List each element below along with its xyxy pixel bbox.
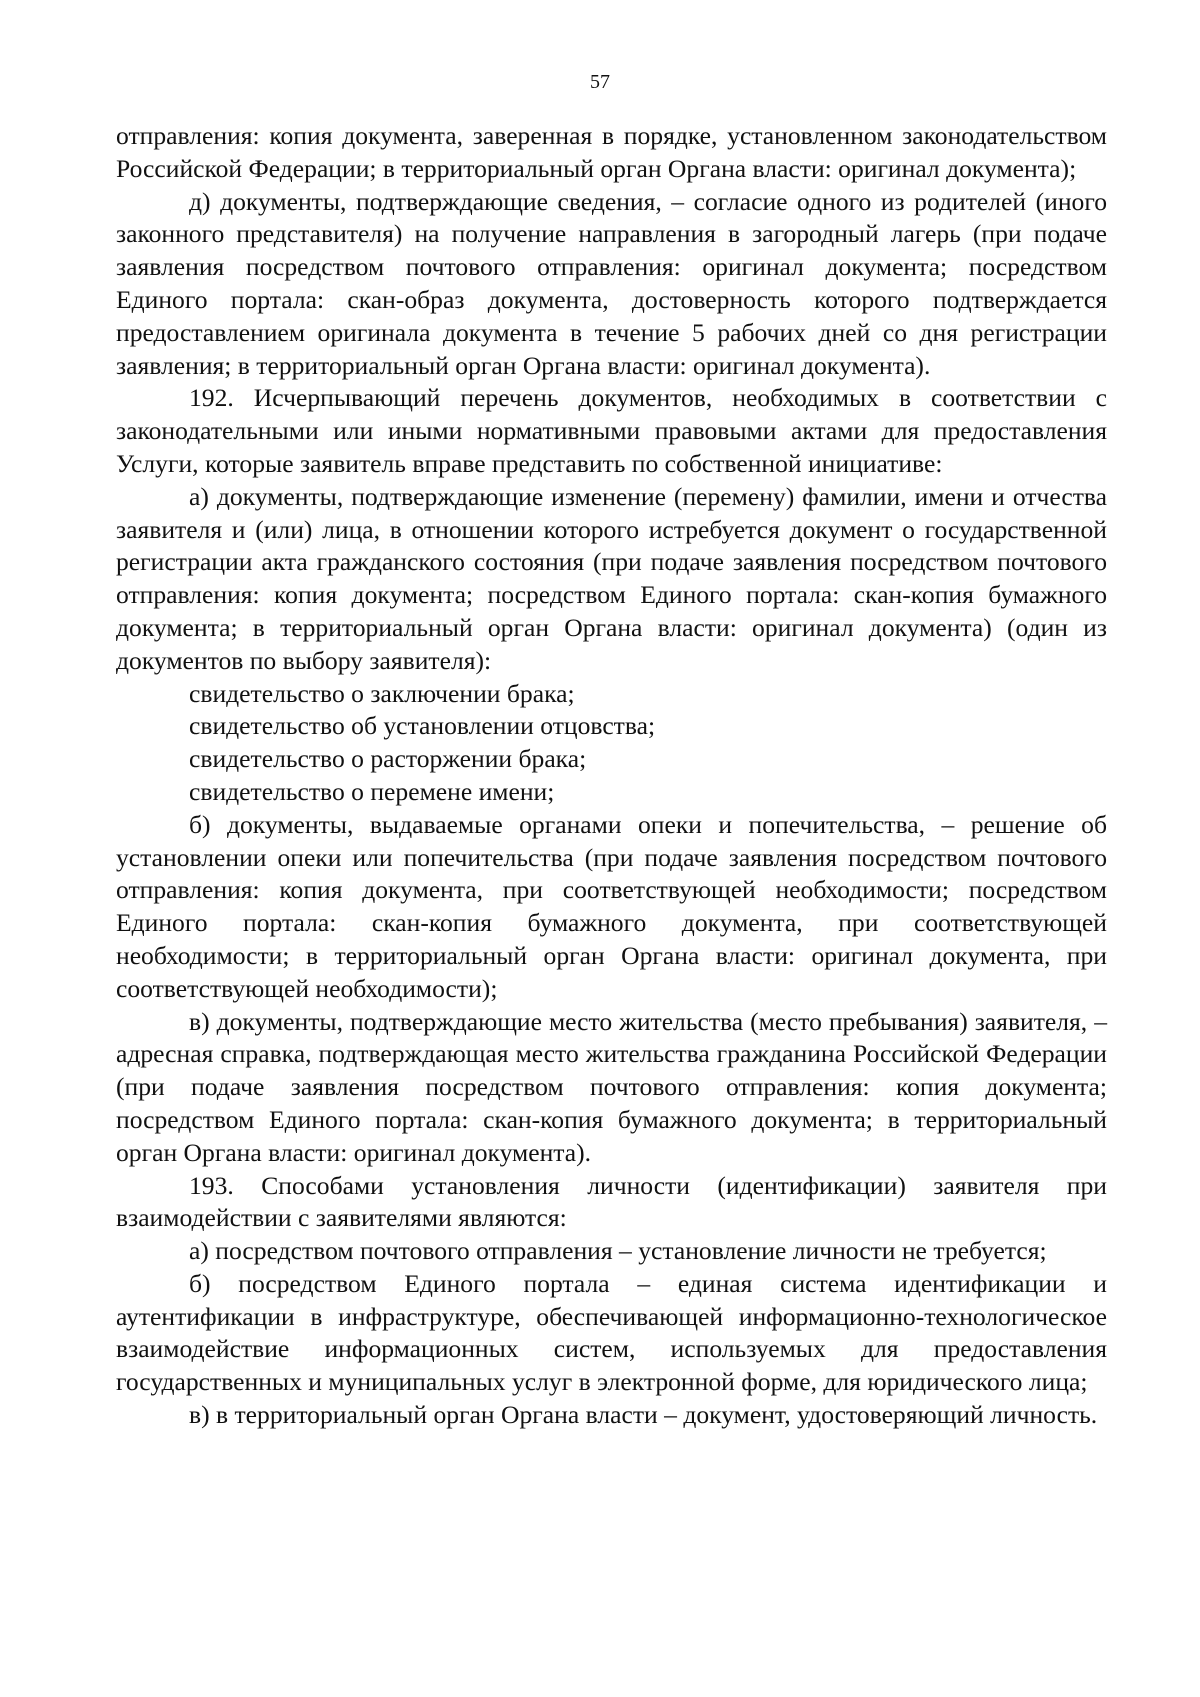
paragraph-192-item-v: в) документы, подтверждающие место жительства (место пребывания) заявителя, – адресная справка, подтверждающая место жительства гражданина Российской Федерации (при подаче заявления посредством почтового отправления: копия документа; посредством Единого портала: скан-копия бумажного документа; в территориальный орган Органа власти: оригинал документа). — [116, 1006, 1107, 1167]
list-item-paternity-certificate: свидетельство об установлении отцовства; — [189, 711, 656, 741]
paragraph-193-item-v: в) в территориальный орган Органа власти – документ, удостоверяющий личность. — [189, 1400, 1098, 1430]
list-item-name-change-certificate: свидетельство о перемене имени; — [189, 776, 555, 806]
paragraph-192-item-a: а) документы, подтверждающие изменение (перемену) фамилии, имени и отчества заявителя и (или) лица, в отношении которого истребуется документ о государственной регистрации акта гражданского состояния (при подаче заявления посредством почтового отправления: копия документа; посредством Единого портала: скан-копия бумажного документа; в территориальный орган Органа власти: оригинал документа) (один из документов по выбору заявителя): — [116, 481, 1107, 675]
paragraph-192: 192. Исчерпывающий перечень документов, необходимых в соответствии с законодательными или иными нормативными правовыми актами для предоставления Услуги, которые заявитель вправе представить по собственной инициативе: — [116, 383, 1107, 478]
paragraph-continuation: отправления: копия документа, заверенная в порядке, установленном законодательством Российской Федерации; в территориальный орган Органа власти: оригинал документа); — [116, 121, 1107, 183]
document-body — [116, 120, 1107, 1432]
paragraph-193: 193. Способами установления личности (идентификации) заявителя при взаимодействии с заявителями являются: — [116, 1170, 1107, 1233]
paragraph-193-item-b: б) посредством Единого портала – единая система идентификации и аутентификации в инфраструктуре, обеспечивающей информационно-технологическое взаимодействие информационных систем, используемых для предоставления государственных и муниципальных услуг в электронной форме, для юридического лица; — [116, 1268, 1107, 1397]
list-item-divorce-certificate: свидетельство о расторжении брака; — [189, 744, 587, 774]
list-item-marriage-certificate: свидетельство о заключении брака; — [189, 678, 575, 708]
paragraph-192-item-b: б) документы, выдаваемые органами опеки и попечительства, – решение об установлении опеки или попечительства (при подаче заявления посредством почтового отправления: копия документа, при соответствующей необходимости; посредством Единого портала: скан-копия бумажного документа, при соответствующей необходимости; в территориальный орган Органа власти: оригинал документа, при соответствующей необходимости); — [116, 809, 1107, 1003]
paragraph-item-d: д) документы, подтверждающие сведения, – согласие одного из родителей (иного законного представителя) на получение направления в загородный лагерь (при подаче заявления посредством почтового отправления: оригинал документа; посредством Единого портала: скан-образ документа, достоверность которого подтверждается предоставлением оригинала документа в течение 5 рабочих дней со дня регистрации заявления; в территориальный орган Органа власти: оригинал документа). — [116, 186, 1107, 380]
page-number: 57 — [590, 71, 610, 93]
paragraph-193-item-a: а) посредством почтового отправления – установление личности не требуется; — [189, 1236, 1047, 1266]
